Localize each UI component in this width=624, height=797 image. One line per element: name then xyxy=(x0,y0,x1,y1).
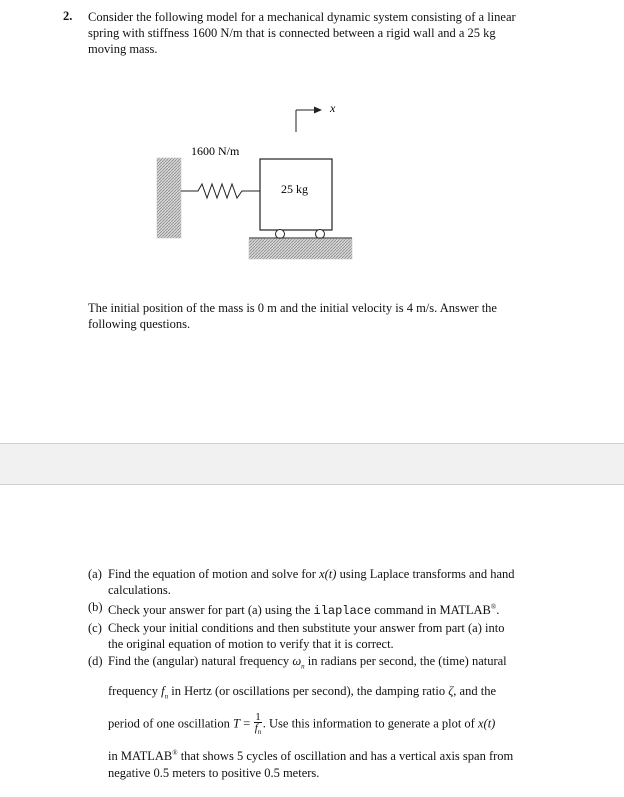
page-break-band xyxy=(0,443,624,485)
ilaplace-command: ilaplace xyxy=(313,604,372,619)
question-parts xyxy=(88,566,558,781)
part-c: (c) Check your initial conditions and then substitute your answer from part (a) into the original equation of motion to verify that it is correct. xyxy=(88,621,505,652)
intro-line-1: Consider the following model for a mechanical dynamic system consisting of a linear xyxy=(88,10,516,24)
omega-symbol: ω xyxy=(292,654,302,669)
part-a: (a) Find the equation of motion and solve for x(t) using Laplace transforms and hand calculations. xyxy=(88,567,515,597)
spring-stiffness-label: 1600 N/m xyxy=(191,144,240,158)
part-b-label: (b) xyxy=(88,600,103,614)
part-d: (d) Find the (angular) natural frequency $\omega_n$ in radians per second, the (time) natural frequency $f_n$ in Hertz (or oscillations per second), the damping ratio ζ, and the period of one oscillation T = $\frac{1}{f_n}$ . Use this information to generate a plot of x(t) in MATLAB® that shows 5 cycles of oscillation and has a vertical axis span from negative 0.5 meters to positive 0.5 meters. xyxy=(88,654,514,780)
initial-conditions xyxy=(88,300,558,332)
f-symbol: f xyxy=(161,683,165,698)
period-fraction: $\frac{1}{f_n}$ xyxy=(254,711,262,737)
part-b: (b) Check your answer for part (a) using the ilaplace command in MATLAB®. xyxy=(88,600,500,619)
conditions-line-1: The initial position of the mass is 0 m and the initial velocity is 4 m/s. Answer the xyxy=(88,301,497,315)
intro-line-2: spring with stiffness 1600 N/m that is connected between a rigid wall and a 25 kg xyxy=(88,26,496,40)
zeta-symbol: ζ xyxy=(448,683,454,698)
intro-line-3: moving mass. xyxy=(88,42,158,56)
spring-mass-diagram xyxy=(0,0,624,300)
mass-label: 25 kg xyxy=(281,182,308,196)
spring-coil xyxy=(181,184,260,198)
part-a-label: (a) xyxy=(88,567,102,581)
part-d-label: (d) xyxy=(88,654,103,669)
period-symbol: T xyxy=(232,716,240,731)
question-number: 2. xyxy=(63,9,73,23)
x-arrow-icon xyxy=(296,107,322,133)
x-of-t: x(t) xyxy=(319,567,337,581)
conditions-line-2: following questions. xyxy=(88,317,191,331)
ground xyxy=(249,239,352,259)
wheel-left xyxy=(276,230,285,239)
wheel-right xyxy=(316,230,325,239)
rigid-wall xyxy=(157,158,181,238)
x-label: x xyxy=(330,101,336,115)
part-c-label: (c) xyxy=(88,621,102,636)
